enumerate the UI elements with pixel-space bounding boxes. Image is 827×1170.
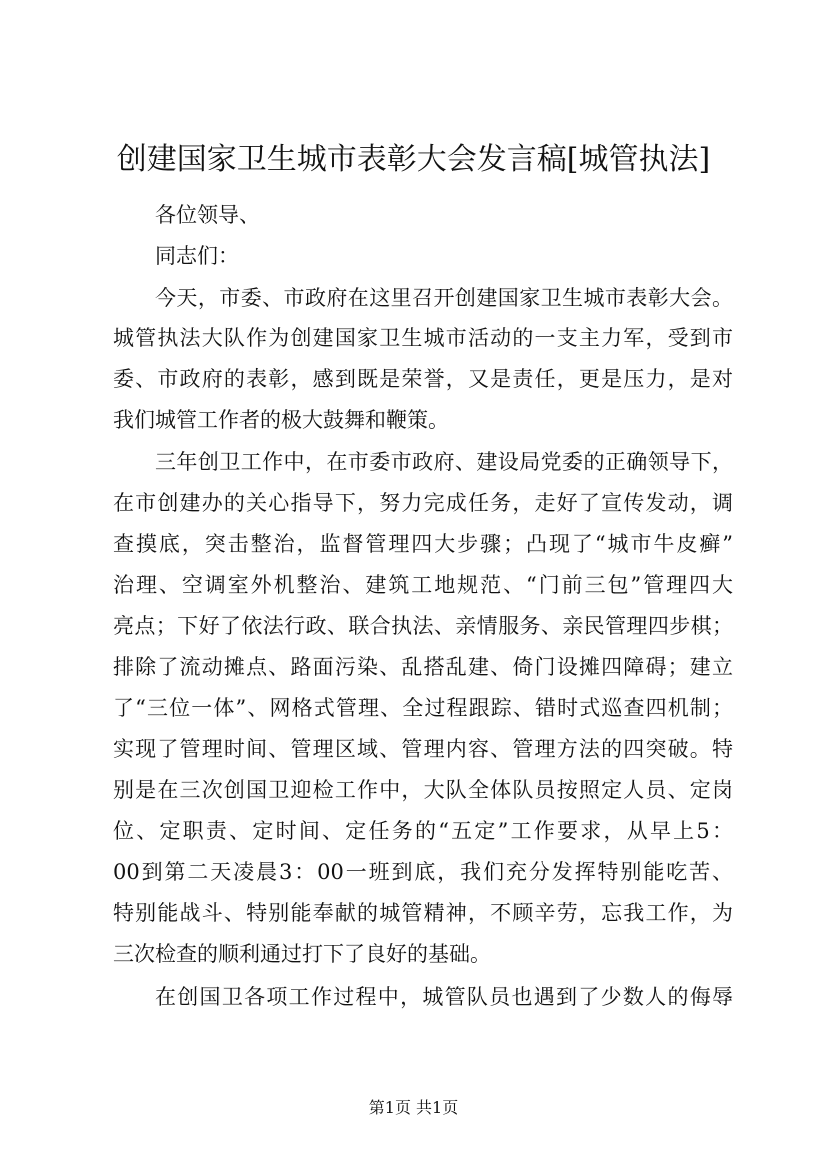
body-text-line: 我们城管工作者的极大鼓舞和鞭策。 xyxy=(113,408,449,432)
body-text-line: 查摸底，突击整治，监督管理四大步骤；凸现了“城市牛皮癣” xyxy=(113,532,733,556)
body-text-line: 排除了流动摊点、路面污染、乱搭乱建、倚门设摊四障碍；建立 xyxy=(113,655,733,679)
body-text-line: 在市创建办的关心指导下，努力完成任务，走好了宣传发动，调 xyxy=(113,491,733,515)
body-text-line: 别是在三次创国卫迎检工作中，大队全体队员按照定人员、定岗 xyxy=(113,778,733,802)
body-text-line: 00到第二天凌晨3：00一班到底，我们充分发挥特别能吃苦、 xyxy=(113,860,733,884)
page-number-footer: 第1页 共1页 xyxy=(368,1098,459,1117)
body-text-line: 在创国卫各项工作过程中，城管队员也遇到了少数人的侮辱 xyxy=(155,985,733,1009)
salutation-line: 同志们： xyxy=(155,244,239,268)
document-title: 创建国家卫生城市表彰大会发言稿[城管执法] xyxy=(116,142,711,177)
salutation-line: 各位领导、 xyxy=(155,203,260,227)
body-text-line: 亮点；下好了依法行政、联合执法、亲情服务、亲民管理四步棋； xyxy=(113,614,733,638)
body-text-line: 今天，市委、市政府在这里召开创建国家卫生城市表彰大会。 xyxy=(155,286,733,310)
body-text-line: 特别能战斗、特别能奉献的城管精神，不顾辛劳，忘我工作，为 xyxy=(113,901,733,925)
body-text-line: 三次检查的顺利通过打下了良好的基础。 xyxy=(113,942,491,966)
body-text-line: 城管执法大队作为创建国家卫生城市活动的一支主力军，受到市 xyxy=(113,326,733,350)
body-text-line: 了“三位一体”、网格式管理、全过程跟踪、错时式巡查四机制； xyxy=(113,696,733,720)
body-text-line: 实现了管理时间、管理区域、管理内容、管理方法的四突破。特 xyxy=(113,737,733,761)
body-text-line: 位、定职责、定时间、定任务的“五定”工作要求，从早上5： xyxy=(113,819,733,843)
body-text-line: 三年创卫工作中，在市委市政府、建设局党委的正确领导下， xyxy=(155,450,733,474)
body-text-line: 治理、空调室外机整治、建筑工地规范、“门前三包”管理四大 xyxy=(113,573,733,597)
body-text-line: 委、市政府的表彰，感到既是荣誉，又是责任，更是压力，是对 xyxy=(113,367,733,391)
